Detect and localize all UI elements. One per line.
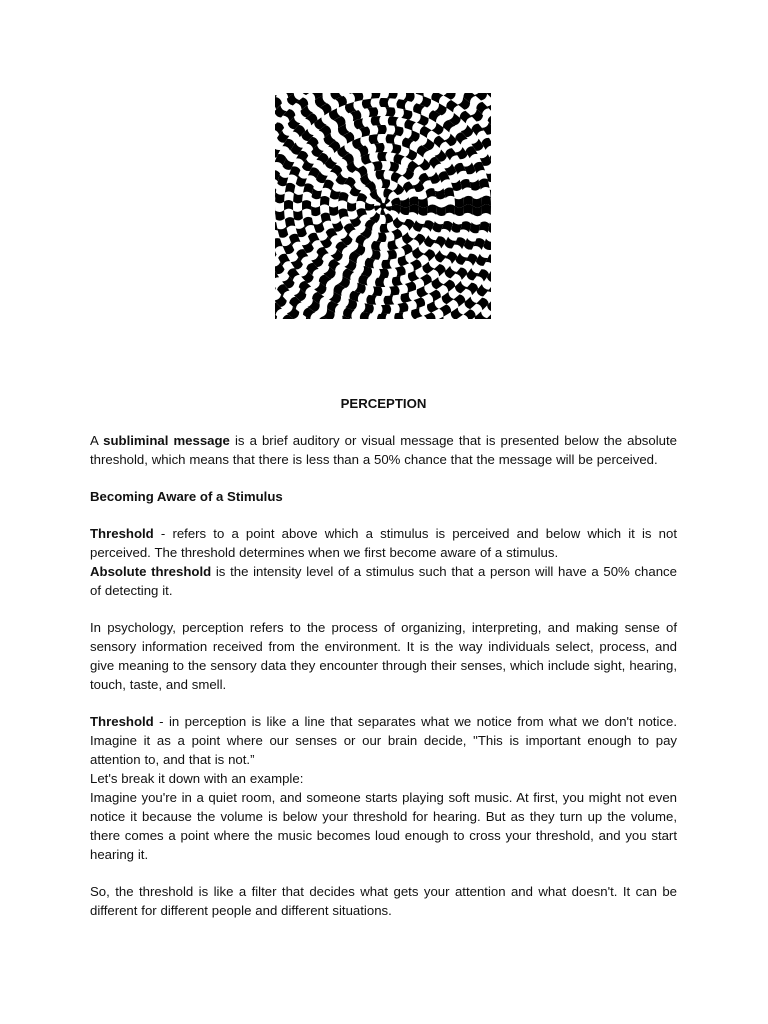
threshold-perception-term: Threshold: [90, 714, 154, 729]
document-title: PERCEPTION: [340, 396, 427, 411]
subliminal-message-term: subliminal message: [103, 433, 230, 448]
threshold-definition-text: - refers to a point above which a stimulus is perceived and below which it is not perceived. The threshold determines when we first become aware of a stimulus.: [90, 526, 677, 560]
illusion-center: [380, 203, 386, 209]
optical-illusion-graphic: [275, 93, 491, 319]
example-intro-line: Let's break it down with an example:: [90, 771, 304, 786]
absolute-threshold-term: Absolute threshold: [90, 564, 212, 579]
absolute-threshold-paragraph: [90, 562, 677, 600]
intro-rest-text: is a brief auditory or visual message that is presented below the absolute threshold, which means that there is less than a 50% chance that the message will be perceived.: [90, 433, 677, 467]
threshold-perception-text: - in perception is like a line that separates what we notice from what we don't notice. Imagine it as a point where our senses or our brain decide, "This is important enough to pay attention to, and that is not.”: [90, 714, 677, 767]
absolute-threshold-text: is the intensity level of a stimulus such that a person will have a 50% chance of detecting it.: [90, 564, 677, 598]
threshold-definition-paragraph: [90, 524, 677, 562]
psychology-paragraph: In psychology, perception refers to the process of organizing, interpreting, and making sense of sensory information received from the environment. It is the way individuals select, process, and give meaning to the sensory data they encounter through their senses, which include sight, hearing, touch, taste, and smell.: [90, 620, 677, 692]
subliminal-message-paragraph: [90, 431, 677, 469]
example-paragraph: Imagine you're in a quiet room, and someone starts playing soft music. At first, you might not even notice it because the volume is below your threshold for hearing. But as they turn up the volume, there comes a point where the music becomes loud enough to cross your threshold, and you start hearing it.: [90, 790, 677, 862]
threshold-perception-paragraph: [90, 712, 677, 769]
closing-paragraph: So, the threshold is like a filter that decides what gets your attention and what doesn't. It can be different for different people and different situations.: [90, 884, 677, 918]
section-heading: Becoming Aware of a Stimulus: [90, 489, 283, 504]
intro-lead-text: A: [90, 433, 99, 448]
optical-illusion-image: [275, 93, 491, 319]
threshold-term: Threshold: [90, 526, 154, 541]
document-body: [90, 394, 677, 920]
